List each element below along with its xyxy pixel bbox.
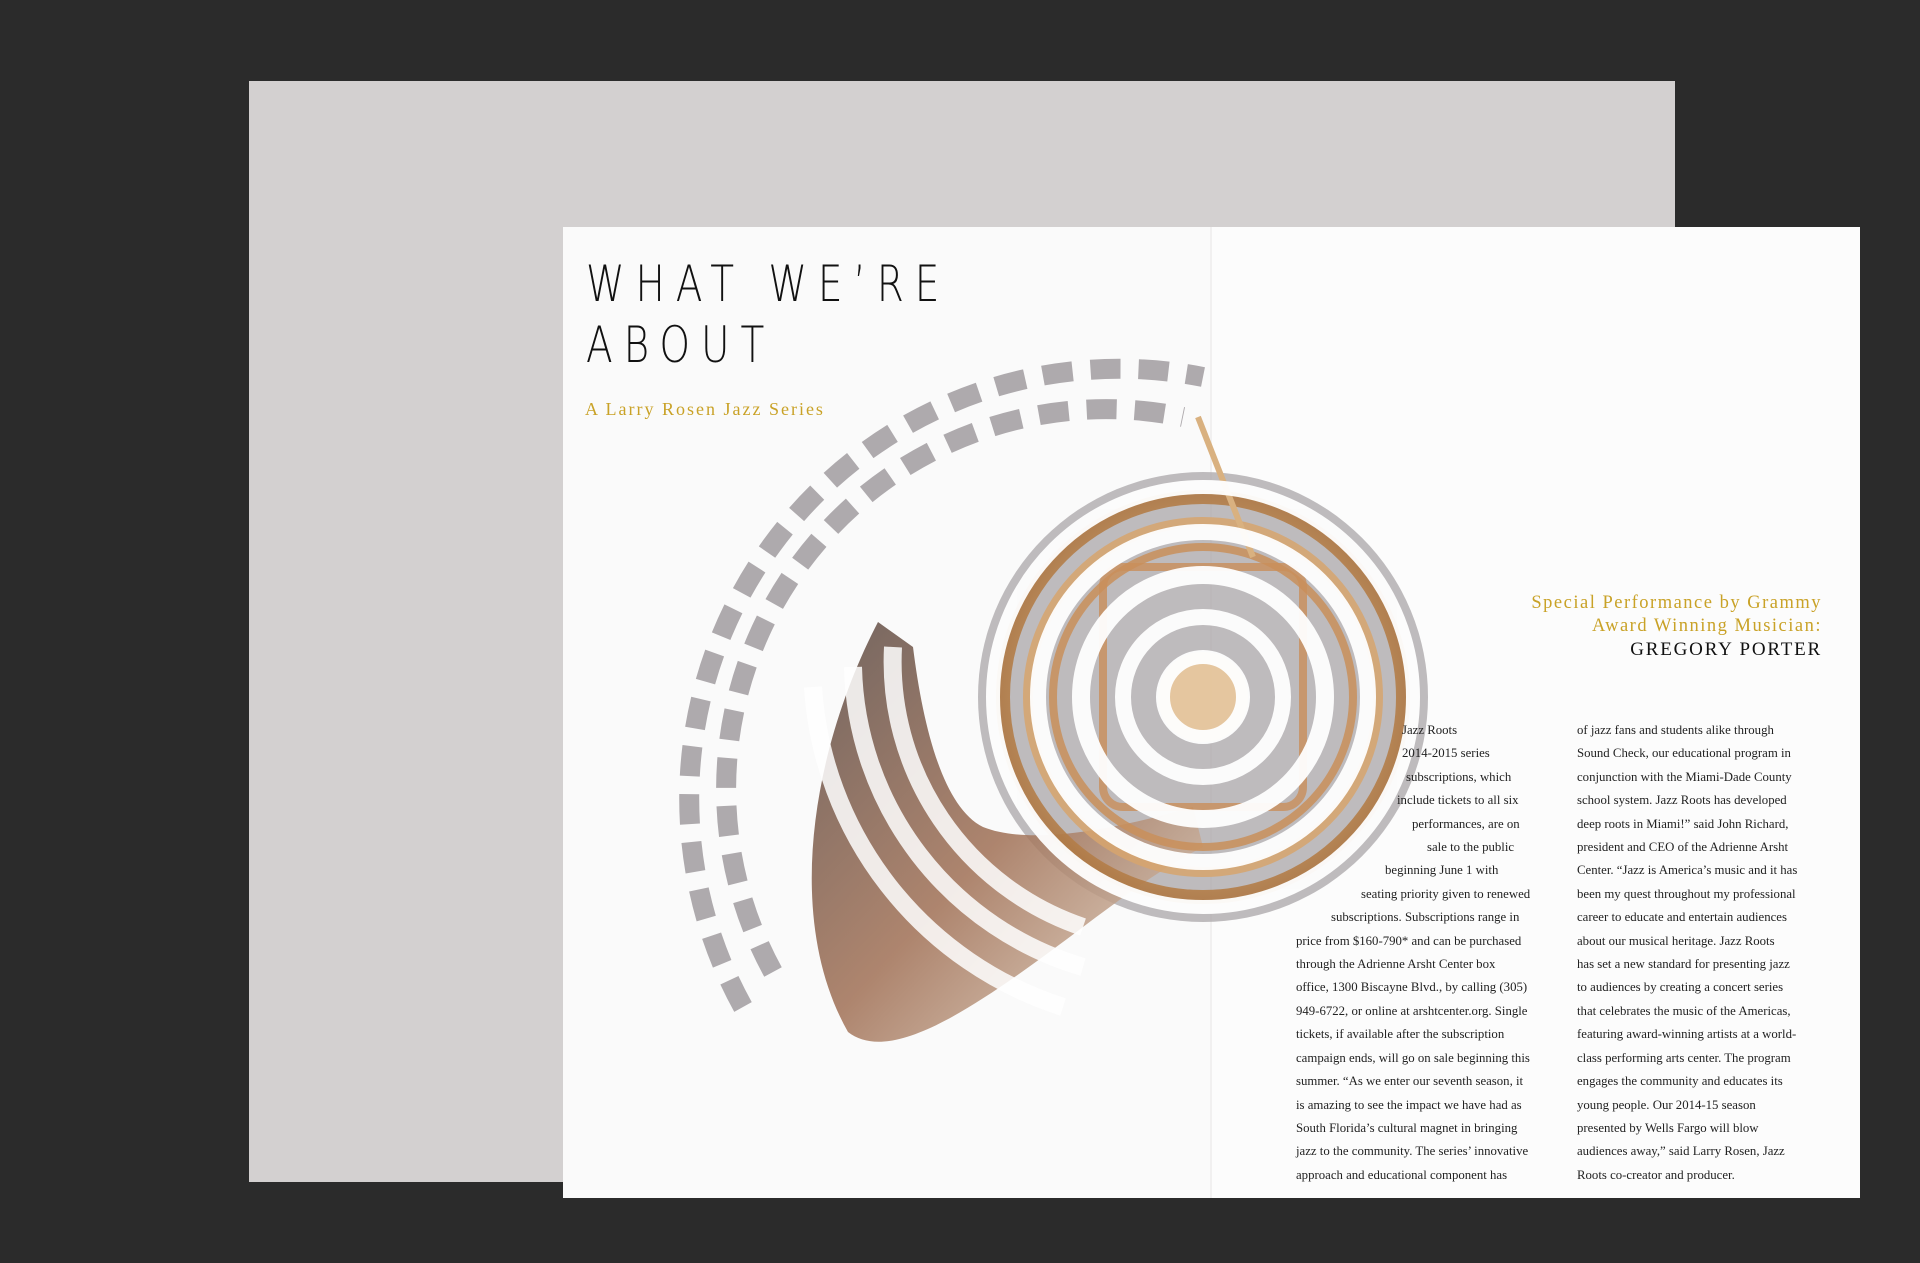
article-line: featuring award-winning artists at a world- <box>1577 1027 1797 1042</box>
article-line: summer. “As we enter our seventh season, it <box>1296 1074 1524 1089</box>
magazine-frame <box>249 81 1822 1182</box>
article-line: young people. Our 2014-15 season <box>1577 1097 1756 1112</box>
article-line: conjunction with the Miami-Dade County <box>1577 769 1792 784</box>
article-line: audiences away,” said Larry Rosen, Jazz <box>1577 1144 1785 1159</box>
article-line: subscriptions, which <box>1406 769 1512 784</box>
article-line: South Florida’s cultural magnet in bringing <box>1296 1120 1518 1135</box>
article-line: Jazz Roots <box>1402 723 1458 737</box>
article-line: has set a new standard for presenting jazz <box>1577 957 1790 972</box>
article-line: through the Adrienne Arsht Center box <box>1296 957 1496 972</box>
article-line: president and CEO of the Adrienne Arsht <box>1577 840 1789 855</box>
article-line: 949-6722, or online at arshtcenter.org. Single <box>1296 1003 1528 1018</box>
page-subtitle: A Larry Rosen Jazz Series <box>585 399 825 419</box>
article-line: sale to the public <box>1427 840 1515 855</box>
article-line: been my quest throughout my professional <box>1577 886 1796 901</box>
article-line: is amazing to see the impact we have had as <box>1296 1097 1522 1112</box>
article-line: of jazz fans and students alike through <box>1577 723 1774 737</box>
page-title-line-1: WHAT WE’RE <box>586 255 951 313</box>
article-line: career to educate and entertain audiences <box>1577 910 1787 925</box>
feature-headline <box>1531 592 1822 661</box>
article-line: 2014-2015 series <box>1402 746 1490 761</box>
article-line: approach and educational component has <box>1296 1167 1508 1182</box>
article-line: campaign ends, will go on sale beginning this <box>1296 1050 1530 1065</box>
article-line: include tickets to all six <box>1397 793 1519 808</box>
article-line: tickets, if available after the subscription <box>1296 1027 1505 1042</box>
article-column-1 <box>1296 719 1591 1187</box>
article-line: that celebrates the music of the Americas, <box>1577 1003 1791 1018</box>
article-line: school system. Jazz Roots has developed <box>1577 793 1787 808</box>
page-title-line-2: ABOUT <box>586 316 776 374</box>
article-line: deep roots in Miami!” said John Richard, <box>1577 816 1789 831</box>
article-line: to audiences by creating a concert series <box>1577 980 1784 995</box>
article-line: seating priority given to renewed <box>1361 886 1531 901</box>
article-line: about our musical heritage. Jazz Roots <box>1577 933 1775 948</box>
headline-line-1: Special Performance by Grammy <box>1531 593 1822 613</box>
article-line: beginning June 1 with <box>1385 863 1499 878</box>
article-line: jazz to the community. The series’ innovative <box>1296 1144 1529 1159</box>
article-column-2 <box>1577 719 1827 1187</box>
article-line: office, 1300 Biscayne Blvd., by calling (305) <box>1296 980 1528 995</box>
article-line: class performing arts center. The program <box>1577 1050 1791 1065</box>
article-line: presented by Wells Fargo will blow <box>1577 1120 1759 1135</box>
article-line: Roots co-creator and producer. <box>1577 1167 1735 1182</box>
article-line: price from $160-790* and can be purchased <box>1296 933 1522 948</box>
article-line: performances, are on <box>1412 816 1520 831</box>
article-line: subscriptions. Subscriptions range in <box>1331 910 1520 925</box>
headline-artist-name: GREGORY PORTER <box>1630 639 1822 660</box>
headline-line-2: Award Winning Musician: <box>1591 616 1822 636</box>
magazine-spread <box>563 227 1860 1198</box>
article-line: Center. “Jazz is America’s music and it has <box>1577 863 1798 878</box>
article-line: Sound Check, our educational program in <box>1577 746 1791 761</box>
article-line: engages the community and educates its <box>1577 1074 1783 1089</box>
